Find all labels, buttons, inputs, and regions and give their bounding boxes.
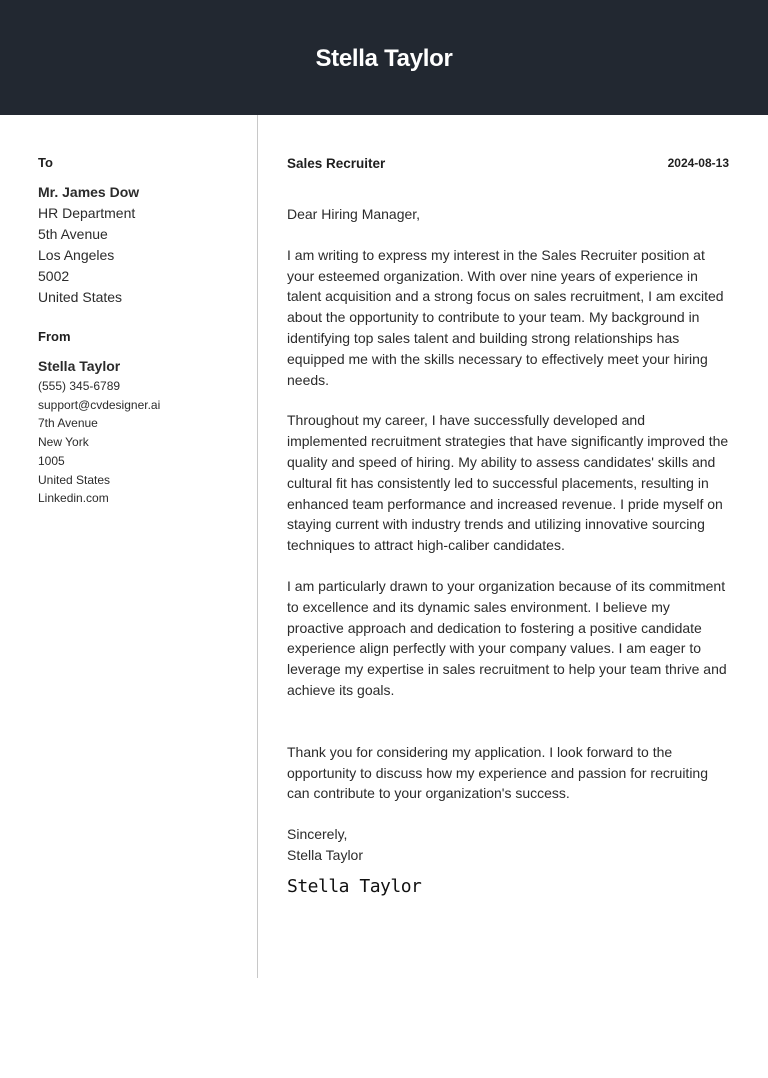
- sender-street: 7th Avenue: [38, 416, 98, 431]
- closing: Sincerely,: [287, 826, 348, 843]
- recipient-department: HR Department: [38, 205, 136, 221]
- letter-body: [287, 154, 729, 897]
- header-banner: [0, 0, 768, 115]
- sender-email: support@cvdesigner.ai: [38, 397, 161, 412]
- paragraph-3: I am particularly drawn to your organization because of its commitment to excellence and its dynamic sales environment. I believe my proactive approach and dedication to fostering a positive candidate experience align perfectly with your company values. I am eager to leverage my expertise in sales recruitment to help your team thrive and achieve its goals.: [287, 577, 727, 698]
- closing-name: Stella Taylor: [287, 846, 364, 863]
- paragraph-4: Thank you for considering my application. I look forward to the opportunity to discuss how my experience and passion for recruiting can contribute to your organization's success.: [287, 743, 708, 802]
- sender-phone: (555) 345-6789: [38, 379, 121, 393]
- sender-zip: 1005: [38, 453, 65, 468]
- paragraph-1: I am writing to express my interest in the Sales Recruiter position at your esteemed organization. With over nine years of experience in talent acquisition and a strong focus on sales recruitment, I am excited about the opportunity to contribute to your team. My background in identifying top sales talent and building strong relationships has equipped me with the skills necessary to effectively meet your hiring needs.: [287, 246, 724, 388]
- sender-city: New York: [38, 435, 89, 450]
- letter-meta-row: [287, 154, 729, 172]
- letter-date: 2024-08-13: [667, 156, 729, 170]
- sender-heading: From: [38, 329, 71, 344]
- applicant-name: Stella Taylor: [315, 44, 453, 72]
- recipient-city: Los Angeles: [38, 247, 115, 263]
- sidebar: [38, 154, 243, 508]
- greeting: Dear Hiring Manager,: [287, 206, 421, 222]
- sender-country: United States: [38, 472, 111, 487]
- sender-linkedin: Linkedin.com: [38, 491, 109, 506]
- recipient-street: 5th Avenue: [38, 226, 108, 242]
- signature: Stella Taylor: [287, 875, 422, 897]
- sender-name: Stella Taylor: [38, 358, 121, 374]
- paragraph-2: Throughout my career, I have successfully developed and implemented recruitment strategies that have significantly improved the quality and speed of hiring. My ability to assess candidates' skills and cultural fit has consistently led to successful placements, resulting in enhanced team performance and increased revenue. I pride myself on staying current with industry trends and utilizing innovative sourcing techniques to attract high-caliber candidates.: [287, 412, 729, 554]
- recipient-name: Mr. James Dow: [38, 184, 140, 200]
- recipient-country: United States: [38, 289, 123, 305]
- recipient-zip: 5002: [38, 268, 70, 284]
- column-divider: [257, 115, 258, 978]
- job-title: Sales Recruiter: [287, 155, 386, 171]
- recipient-heading: To: [38, 155, 53, 170]
